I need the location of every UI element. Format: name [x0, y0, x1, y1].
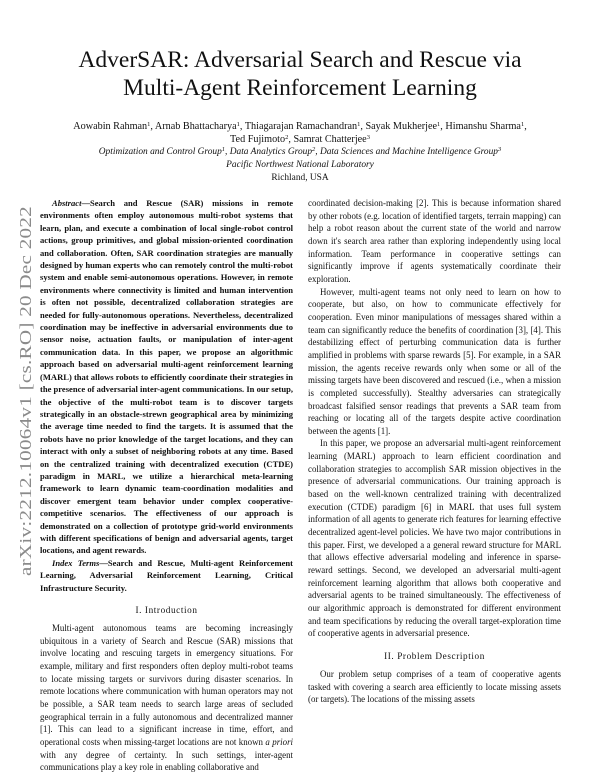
problem-paragraph-1: Our problem setup comprises of a team of cooperative agents tasked with covering a search area efficiently to locate missing assets (or targets). The locations of the missing assets: [308, 668, 561, 705]
abstract-paragraph: [40, 197, 293, 557]
author: Thiagarajan Ramachandran$^1$,: [244, 121, 366, 132]
affiliation: Data Analytics Group$^2$,: [229, 146, 320, 157]
paper-title-line-2: Multi-Agent Reinforcement Learning: [123, 75, 477, 101]
affiliation: Optimization and Control Group$^1$,: [98, 146, 230, 157]
author: Himanshu Sharma$^1$,: [445, 121, 527, 132]
author: Sayak Mukherjee$^1$,: [365, 121, 446, 132]
author: Arnab Bhattacharya$^1$,: [154, 121, 245, 132]
affiliation: Data Sciences and Machine Intelligence Group$^3$: [319, 146, 502, 157]
left-column: [40, 197, 293, 774]
index-terms: [40, 557, 293, 594]
intro-paragraph-3: In this paper, we propose an adversarial multi-agent reinforcement learning (MARL) approach to learn efficient coordination and collaboration strategies to accomplish SAR mission objectives in the presence of adversarial communications. Our training approach is based on the well-known centralized training with decentralized execution (CTDE) paradigm [6] in MARL that uses full system information of all agents to generate rich features for learning effective decentralized agent-level policies. We have two major contributions in this paper. First, we developed a a general reward structure for MARL that allows effective adversarial modeling and inference in sparse-reward settings. Second, we developed an adversarial multi-agent reinforcement learning algorithm that allows both cooperative and adversarial agents to be trained simultaneously. The effectiveness of our algorithmic approach is demonstrated for different environment and team specifications by reducing the overall target-exploration time of cooperative agents in adversarial presence.: [308, 438, 561, 639]
arxiv-identifier-stamp: [10, 200, 38, 580]
abstract: [40, 197, 293, 557]
intro-paragraph-1: Multi-agent autonomous teams are becoming increasingly ubiquitous in a variety of Search and Rescue (SAR) missions that involve locating and rescuing targets in emergency situations. For example, military and first responders often deploy multi-robot teams to locate missing targets or survivors during disaster scenarios. In remote locations where communication with human operators may not be possible, a SAR team needs to search large areas of secluded geographical terrain in a fully autonomous and decentralized manner [1]. This can lead to a significant increase in time, effort, and operational costs when missing-target locations are not known a priori with any degree of certainty. In such settings, inter-agent communications play a key role in enabling collaborative and: [40, 623, 293, 773]
author-list-line-2: [30, 133, 570, 146]
affiliation-lab: Pacific Northwest National Laboratory: [226, 160, 374, 170]
affiliation-groups: [30, 146, 570, 159]
abstract-lead: Abstract: [52, 198, 82, 208]
affiliation-location: Richland, USA: [271, 173, 329, 183]
author-list-line-1: [30, 120, 570, 133]
author: Aowabin Rahman$^1$,: [73, 121, 155, 132]
index-terms-lead: Index Terms: [52, 557, 100, 568]
author: Samrat Chatterjee$^3$: [293, 134, 370, 145]
intro-paragraph-continued: coordinated decision-making [2]. This is because information shared by other robots (e.g. location of identified targets, terrain mapping) can help a robot reason about the current state of the world and narrow down it's search area rather than exploring independently using local information. Team performance in cooperative settings can significantly improve if agents systematically coordinate their exploration.: [308, 198, 561, 284]
index-terms-text: —Search and Rescue, Multi-agent Reinforcement Learning, Adversarial Reinforcement Learning, Critical Infrastructure Security.: [40, 557, 293, 593]
intro-paragraph-2: However, multi-agent teams not only need to learn on how to cooperate, but also, on how to communicate effectively for cooperation. Even minor manipulations of messages shared within a team can significantly reduce the benefits of coordination [3], [4]. This destabilizing effect of perturbing communication data is further amplified in problems with sparse rewards [5]. For example, in a SAR mission, the agents receive rewards only when some or all of the missing targets have been discovered and rescued (i.e., when a mission is completed successfully). Stealthy adversaries can strategically broadcast falsified sensor readings that prevents a SAR team from reaching or locating all of the targets despite active coordination between the agents [1].: [308, 286, 561, 436]
section-heading-problem-description: II. Problem Description: [384, 650, 485, 661]
author: Ted Fujimoto$^2$,: [230, 134, 294, 145]
right-column: [308, 197, 561, 706]
paper-title-line-1: AdverSAR: Adversarial Search and Rescue via: [78, 47, 522, 73]
abstract-text: —Search and Rescue (SAR) missions in remote environments often employ autonomous multi-robot systems that learn, plan, and execute a combination of local single-robot control actions, group primitives, and global mission-oriented coordination and collaboration. Often, SAR coordination strategies are manually designed by human experts who can remotely control the multi-robot system and enable semi-autonomous operations. However, in remote environments where connectivity is limited and human intervention is often not possible, decentralized collaboration strategies are needed for fully-autonomous operations. Nevertheless, decentralized coordination may be ineffective in adversarial environments due to sensor noise, actuation faults, or manipulation of inter-agent communication data. In this paper, we propose an algorithmic approach based on adversarial multi-agent reinforcement learning (MARL) that allows robots to efficiently coordinate their strategies in the presence of adversarial inter-agent communications. In our setup, the objective of the multi-robot team is to discover targets strategically in an obstacle-strewn geographical area by minimizing the average time needed to find the targets. It is assumed that the robots have no prior knowledge of the target locations, and they can interact with only a subset of neighboring robots at any time. Based on the centralized training with decentralized execution (CTDE) paradigm in MARL, we utilize a hierarchical meta-learning framework to learn dynamic team-coordination modalities and discover emergent team behavior under complex cooperative-competitive scenarios. The effectiveness of our approach is demonstrated on a collection of prototype grid-world environments with different specifications of benign and adversarial agents, target locations, and agent rewards.: [40, 198, 293, 556]
section-heading-introduction: I. Introduction: [135, 605, 198, 615]
emphasis-a-priori: a priori: [265, 736, 293, 747]
arxiv-stamp-svg: [10, 200, 38, 580]
arxiv-id-text: arXiv:2212.10064v1 [cs.RO] 20 Dec 2022: [16, 287, 35, 576]
